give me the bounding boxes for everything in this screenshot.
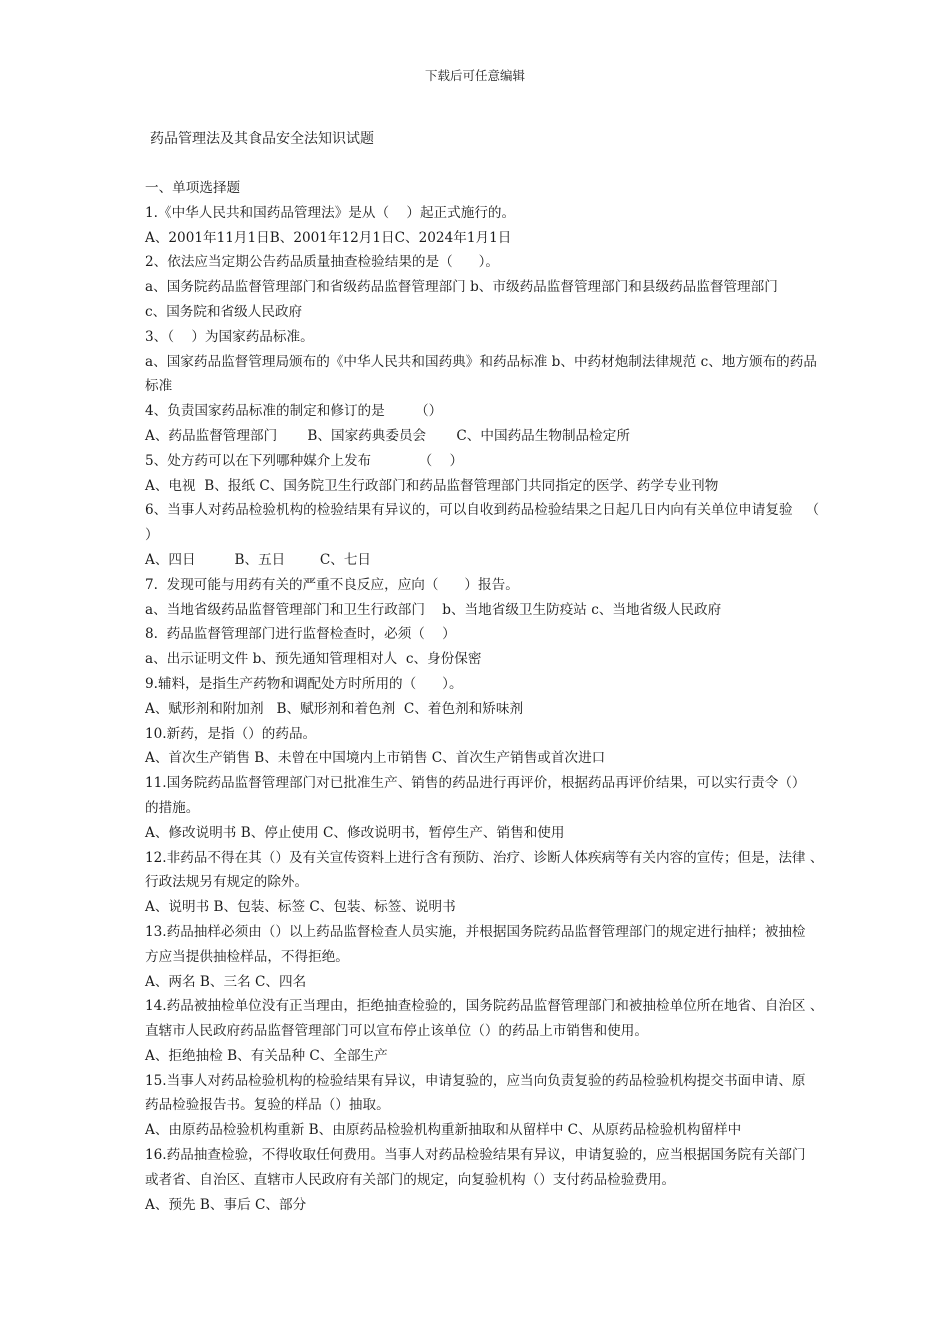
question-4: 4、负责国家药品标准的制定和修订的是 （）	[145, 403, 443, 420]
options-3-line-2: 标准	[145, 378, 173, 395]
question-15-line-1: 15.当事人对药品检验机构的检验结果有异议，申请复验的，应当向负责复验的药品检验机构提交书面申请、原	[145, 1072, 806, 1089]
question-12-line-1: 12.非药品不得在其（）及有关宣传资料上进行含有预防、治疗、诊断人体疾病等有关内容的宣传；但是，法律 、	[145, 849, 824, 866]
question-12-line-2: 行政法规另有规定的除外。	[145, 874, 309, 891]
options-10: A、首次生产销售 B、未曾在中国境内上市销售 C、首次生产销售或首次进口	[145, 750, 606, 767]
question-14-line-1: 14.药品被抽检单位没有正当理由，拒绝抽查检验的，国务院药品监督管理部门和被抽检单位所在地省、自治区 、	[145, 998, 824, 1015]
options-16: A、预先 B、事后 C、部分	[145, 1196, 307, 1213]
question-15-line-2: 药品检验报告书。复验的样品（）抽取。	[145, 1097, 390, 1114]
section-heading: 一、单项选择题	[145, 180, 241, 196]
options-3-line-1: a、国家药品监督管理局颁布的《中华人民共和国药典》和药品标准 b、中药材炮制法律规范 c、地方颁布的药品	[145, 353, 817, 370]
options-8: a、出示证明文件 b、预先通知管理相对人 c、身份保密	[145, 651, 482, 668]
question-1: 1.《中华人民共和国药品管理法》是从（ ）起正式施行的。	[145, 204, 516, 221]
options-2-line-2: c、国务院和省级人民政府	[145, 303, 303, 320]
question-9: 9.辅料，是指生产药物和调配处方时所用的（ ）。	[145, 675, 463, 692]
document-body	[145, 176, 865, 1217]
question-16-line-1: 16.药品抽查检验，不得收取任何费用。当事人对药品检验结果有异议，申请复验的，应当根据国务院有关部门	[145, 1147, 806, 1164]
question-10: 10.新药，是指（）的药品。	[145, 725, 317, 742]
question-14-line-2: 直辖市人民政府药品监督管理部门可以宣布停止该单位（）的药品上市销售和使用。	[145, 1023, 648, 1040]
question-3: 3、（ ）为国家药品标准。	[145, 328, 314, 345]
question-5: 5、处方药可以在下列哪种媒介上发布 （ ）	[145, 452, 464, 469]
options-5: A、电视 B、报纸 C、国务院卫生行政部门和药品监督管理部门共同指定的医学、药学专业刊物	[145, 477, 719, 494]
question-8: 8. 药品监督管理部门进行监督检查时，必须（ ）	[145, 626, 456, 643]
options-12: A、说明书 B、包装、标签 C、包装、标签、说明书	[145, 899, 456, 916]
question-11-line-1: 11.国务院药品监督管理部门对已批准生产、销售的药品进行再评价，根据药品再评价结果，可以实行责令（）	[145, 775, 806, 792]
options-13: A、两名 B、三名 C、四名	[145, 973, 307, 990]
question-13-line-2: 方应当提供抽检样品，不得拒绝。	[145, 948, 349, 965]
options-9: A、赋形剂和附加剂 B、赋形剂和着色剂 C、着色剂和矫味剂	[145, 700, 524, 717]
options-1: A、2001年11月1日B、2001年12月1日C、2024年1月1日	[145, 229, 512, 246]
question-7: 7. 发现可能与用药有关的严重不良反应，应向（ ）报告。	[145, 576, 519, 593]
options-14: A、拒绝抽检 B、有关品种 C、全部生产	[145, 1047, 388, 1064]
options-2-line-1: a、国务院药品监督管理部门和省级药品监督管理部门 b、市级药品监督管理部门和县级药品监督管理部门	[145, 279, 778, 296]
page-header: 下载后可任意编辑	[424, 68, 525, 83]
options-4: A、药品监督管理部门 B、国家药典委员会 C、中国药品生物制品检定所	[145, 427, 630, 444]
question-2: 2、依法应当定期公告药品质量抽查检验结果的是（ ）。	[145, 254, 500, 271]
question-6-line-1: 6、当事人对药品检验机构的检验结果有异议的，可以自收到药品检验结果之日起几日内向有关单位申请复验 （	[145, 502, 820, 519]
options-15: A、由原药品检验机构重新 B、由原药品检验机构重新抽取和从留样中 C、从原药品检验机构留样中	[145, 1122, 742, 1139]
options-6: A、四日 B、五日 C、七日	[145, 551, 372, 568]
options-11: A、修改说明书 B、停止使用 C、修改说明书，暂停生产、销售和使用	[145, 824, 565, 841]
question-6-line-2: ）	[145, 527, 159, 544]
question-16-line-2: 或者省、自治区、直辖市人民政府有关部门的规定，向复验机构（）支付药品检验费用。	[145, 1171, 676, 1188]
document-title: 药品管理法及其食品安全法知识试题	[150, 131, 374, 147]
options-7: a、当地省级药品监督管理部门和卫生行政部门 b、当地省级卫生防疫站 c、当地省级人民政府	[145, 601, 722, 618]
question-13-line-1: 13.药品抽样必须由（）以上药品监督检查人员实施，并根据国务院药品监督管理部门的规定进行抽样；被抽检	[145, 923, 806, 940]
question-11-line-2: 的措施。	[145, 799, 200, 816]
